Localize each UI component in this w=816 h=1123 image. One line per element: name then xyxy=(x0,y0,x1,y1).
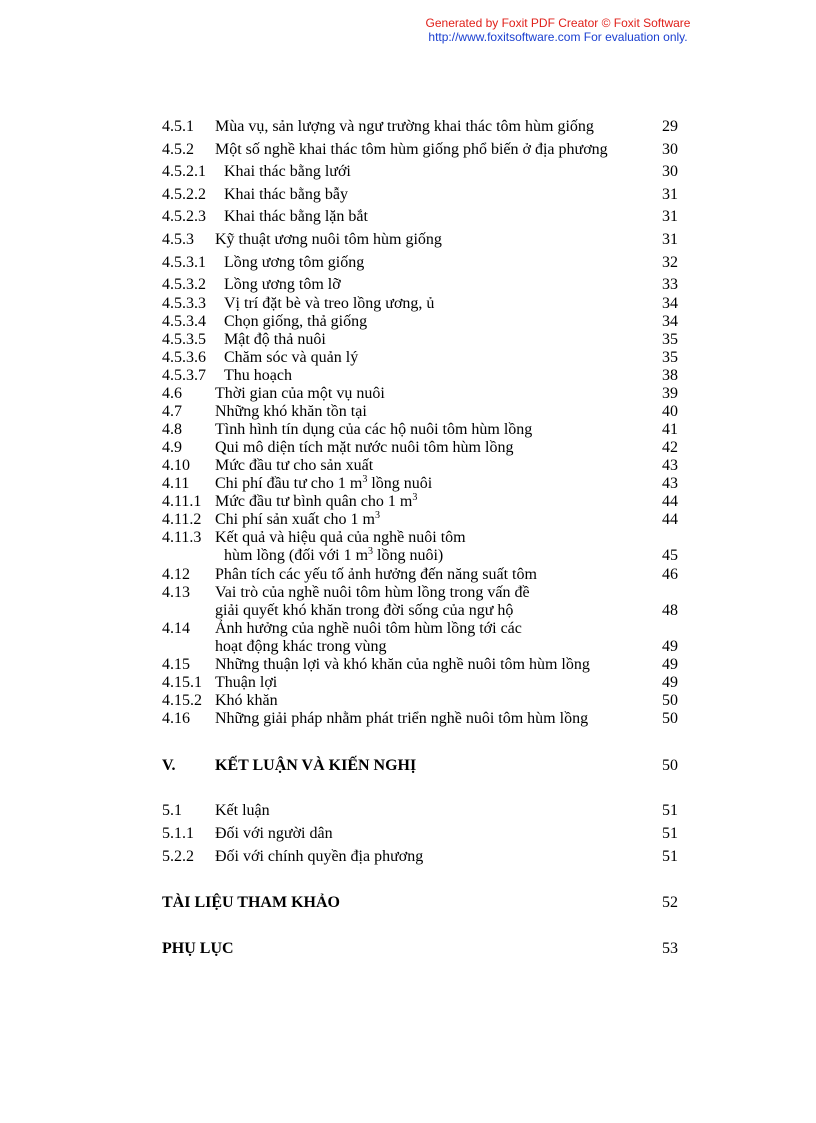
toc-page: 33 xyxy=(662,276,678,293)
superscript: 3 xyxy=(374,510,380,521)
toc-title: Thuận lợi xyxy=(215,674,278,691)
toc-title: Khai thác bằng lặn bắt xyxy=(224,208,368,225)
toc-page: 51 xyxy=(662,802,678,819)
toc-title-text: Chi phí sản xuất cho 1 m xyxy=(215,511,375,528)
toc-page: 29 xyxy=(662,118,678,135)
toc-page: 52 xyxy=(662,894,678,911)
toc-number: 4.5.3.4 xyxy=(162,313,206,330)
toc-title-text: lồng nuôi) xyxy=(373,547,444,564)
foxit-watermark xyxy=(408,16,708,44)
toc-title-text: Mức đầu tư bình quân cho 1 m xyxy=(215,493,413,510)
toc-title: Vai trò của nghề nuôi tôm hùm lồng trong vấn đề xyxy=(215,584,530,601)
toc-page: 34 xyxy=(662,313,678,330)
toc-number: 4.10 xyxy=(162,457,190,474)
toc-page: 35 xyxy=(662,349,678,366)
toc-title: Khó khăn xyxy=(215,692,278,709)
toc-page: 43 xyxy=(662,475,678,492)
toc-title: Đối với chính quyền địa phương xyxy=(215,848,424,865)
superscript: 3 xyxy=(368,546,374,557)
toc-title: hoạt động khác trong vùng xyxy=(215,638,387,655)
toc-title: Thu hoạch xyxy=(224,367,292,384)
toc-number: 4.11.2 xyxy=(162,511,202,528)
superscript: 3 xyxy=(412,492,418,503)
toc-number: 4.12 xyxy=(162,566,190,583)
toc-number: 4.5.2 xyxy=(162,141,194,158)
toc-page: 44 xyxy=(662,493,678,510)
toc-number: 4.5.2.3 xyxy=(162,208,206,225)
toc-number: 4.11 xyxy=(162,475,190,492)
toc-number: 5.1 xyxy=(162,802,182,819)
toc-title-text: lồng nuôi xyxy=(367,475,433,492)
toc-number: 4.8 xyxy=(162,421,182,438)
toc-number: 4.15.1 xyxy=(162,674,202,691)
toc-number: 4.5.2.1 xyxy=(162,163,206,180)
toc-title: Mức đầu tư cho sản xuất xyxy=(215,457,374,474)
toc-title: Một số nghề khai thác tôm hùm giống phổ biến ở địa phương xyxy=(215,141,608,158)
toc-number: 4.14 xyxy=(162,620,190,637)
toc-page: 32 xyxy=(662,254,678,271)
toc-page: 40 xyxy=(662,403,678,420)
toc-page: 53 xyxy=(662,940,678,957)
toc-number: 4.11.1 xyxy=(162,493,202,510)
toc-number: 4.9 xyxy=(162,439,182,456)
toc-title: KẾT LUẬN VÀ KIẾN NGHỊ xyxy=(215,757,417,774)
toc-number: 4.5.1 xyxy=(162,118,194,135)
toc-number: 4.5.3.7 xyxy=(162,367,206,384)
toc-page: 30 xyxy=(662,141,678,158)
toc-title: Những thuận lợi và khó khăn của nghề nuôi tôm hùm lồng xyxy=(215,656,590,673)
toc-page: 31 xyxy=(662,231,678,248)
toc-title: TÀI LIỆU THAM KHẢO xyxy=(162,894,340,911)
toc-title: Khai thác bằng bẫy xyxy=(224,186,348,203)
toc-title: Mật độ thả nuôi xyxy=(224,331,326,348)
watermark-line-1: Generated by Foxit PDF Creator © Foxit Software xyxy=(425,16,691,30)
toc-title: PHỤ LỤC xyxy=(162,940,234,957)
toc-title-text: Chi phí đầu tư cho 1 m xyxy=(215,475,363,492)
toc-number: 5.1.1 xyxy=(162,825,194,842)
toc-number: 4.7 xyxy=(162,403,182,420)
toc-page: 35 xyxy=(662,331,678,348)
toc-title: giải quyết khó khăn trong đời sống của ngư hộ xyxy=(215,602,514,619)
toc-number: 4.5.3.3 xyxy=(162,295,206,312)
toc-title: Phân tích các yếu tố ảnh hưởng đến năng suất tôm xyxy=(215,566,537,583)
watermark-line-2: http://www.foxitsoftware.com For evaluation only. xyxy=(428,30,688,44)
toc-title: Vị trí đặt bè và treo lồng ương, ủ xyxy=(224,295,435,312)
toc-page: 43 xyxy=(662,457,678,474)
toc-title: Chọn giống, thả giống xyxy=(224,313,368,330)
toc-title: Kỹ thuật ương nuôi tôm hùm giống xyxy=(215,231,442,248)
toc-title xyxy=(215,511,380,529)
toc-page: 44 xyxy=(662,511,678,528)
toc-title: Kết luận xyxy=(215,802,270,819)
toc-title: Đối với người dân xyxy=(215,825,333,842)
toc-title: Qui mô diện tích mặt nước nuôi tôm hùm lồng xyxy=(215,439,514,456)
toc-page: 48 xyxy=(662,602,678,619)
toc-number: 4.6 xyxy=(162,385,182,402)
toc-number: 5.2.2 xyxy=(162,848,194,865)
toc-page: 50 xyxy=(662,710,678,727)
toc-title: Những giải pháp nhằm phát triển nghề nuôi tôm hùm lồng xyxy=(215,710,589,727)
toc-number: 4.5.2.2 xyxy=(162,186,206,203)
toc-page: 51 xyxy=(662,848,678,865)
toc-number: V. xyxy=(162,757,176,774)
superscript: 3 xyxy=(362,474,368,485)
toc-number: 4.16 xyxy=(162,710,190,727)
toc-page: 30 xyxy=(662,163,678,180)
toc-number: 4.15.2 xyxy=(162,692,202,709)
toc-number: 4.5.3.6 xyxy=(162,349,206,366)
toc-page: 49 xyxy=(662,656,678,673)
toc-title-text: hùm lồng (đối với 1 m xyxy=(224,547,369,564)
toc-title xyxy=(215,493,417,511)
toc-title: Lồng ương tôm giống xyxy=(224,254,365,271)
toc-page: 31 xyxy=(662,208,678,225)
toc-page: 34 xyxy=(662,295,678,312)
toc-page: 45 xyxy=(662,547,678,564)
toc-number: 4.5.3 xyxy=(162,231,194,248)
toc-title xyxy=(224,547,443,565)
toc-number: 4.13 xyxy=(162,584,190,601)
toc-page: 50 xyxy=(662,757,678,774)
toc-title: Tình hình tín dụng của các hộ nuôi tôm hùm lồng xyxy=(215,421,533,438)
toc-page: 42 xyxy=(662,439,678,456)
toc-title: Thời gian của một vụ nuôi xyxy=(215,385,385,402)
toc-title: Kết quả và hiệu quả của nghề nuôi tôm xyxy=(215,529,466,546)
toc-title: Ảnh hưởng của nghề nuôi tôm hùm lồng tới các xyxy=(215,620,522,637)
toc-page: 46 xyxy=(662,566,678,583)
toc-title: Chăm sóc và quản lý xyxy=(224,349,359,366)
toc-page: 50 xyxy=(662,692,678,709)
toc-page: 49 xyxy=(662,638,678,655)
toc-title: Lồng ương tôm lỡ xyxy=(224,276,341,293)
toc-title: Những khó khăn tồn tại xyxy=(215,403,367,420)
toc-title xyxy=(215,475,432,493)
toc-number: 4.5.3.2 xyxy=(162,276,206,293)
toc-page: 41 xyxy=(662,421,678,438)
toc-page: 38 xyxy=(662,367,678,384)
toc-number: 4.11.3 xyxy=(162,529,202,546)
toc-page: 51 xyxy=(662,825,678,842)
toc-title: Mùa vụ, sản lượng và ngư trường khai thác tôm hùm giống xyxy=(215,118,594,135)
toc-number: 4.5.3.1 xyxy=(162,254,206,271)
toc-page: 31 xyxy=(662,186,678,203)
toc-page: 39 xyxy=(662,385,678,402)
toc-page: 49 xyxy=(662,674,678,691)
toc-title: Khai thác bằng lưới xyxy=(224,163,351,180)
toc-number: 4.15 xyxy=(162,656,190,673)
toc-number: 4.5.3.5 xyxy=(162,331,206,348)
